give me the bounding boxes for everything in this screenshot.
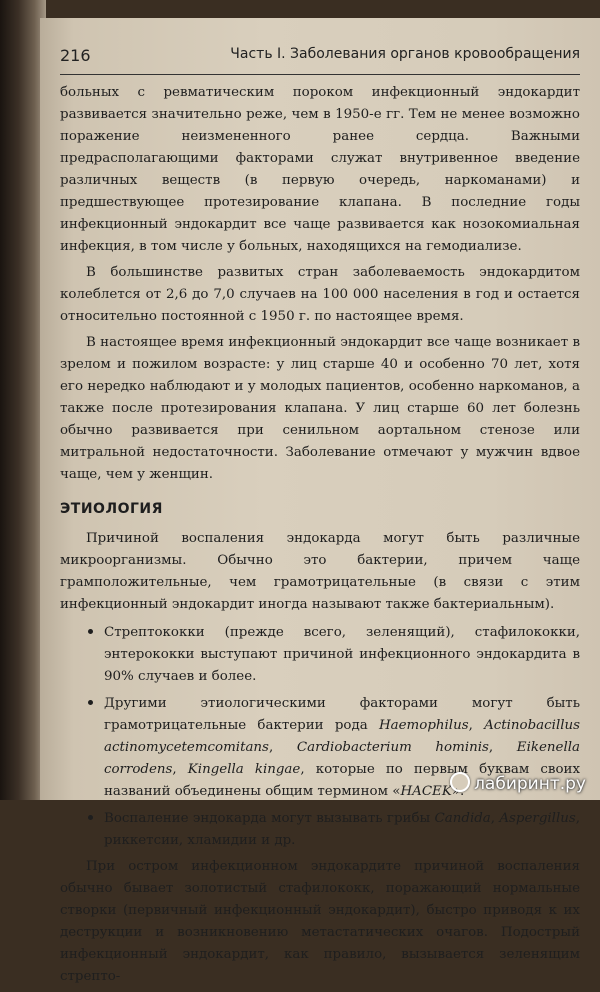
etiology-list [60, 620, 580, 852]
labyrinth-logo-icon [450, 772, 470, 792]
watermark-text: лабиринт.ру [474, 774, 586, 794]
running-title: Часть I. Заболевания органов кровообращения [230, 46, 580, 62]
section-title-etiology: ЭТИОЛОГИЯ [60, 501, 163, 517]
list-item-text: Стрептококки (прежде всего, зеленящий), стафилококки, энтерококки выступают причиной инфекционного эндокардита в 90% случаев и более. [104, 625, 580, 684]
paragraph-intro-3: В настоящее время инфекционный эндокардит все чаще возникает в зрелом и пожилом возрасте: у лиц старше 40 и особенно 70 лет, хотя его нередко наблюдают и у молодых пациентов, особенно наркоманов, а также после протезирования клапана. У лиц старше 60 лет болезнь обычно развивается при сенильном аортальном стенозе или митральной недостаточности. Заболевание отмечают у мужчин вдвое чаще, чем у женщин. [60, 335, 580, 482]
genus-name: Candida [434, 811, 491, 826]
genus-name: Cardiobacterium hominis [296, 740, 489, 755]
list-item [104, 620, 580, 688]
header-rule [60, 74, 580, 75]
separator: , [488, 740, 517, 755]
separator: , [268, 740, 297, 755]
watermark [450, 772, 586, 794]
separator: , [172, 762, 188, 777]
genus-name: Kingella kingae [187, 762, 301, 777]
list-item-text: Воспаление эндокарда могут вызывать грибы [104, 811, 435, 826]
list-item-text: Другими этиологическими факторами могут быть грамотрицательные бактерии рода [104, 696, 580, 733]
genus-name: Haemophilus [378, 718, 469, 733]
list-item-text: , риккетсии, хламидии и др. [104, 811, 581, 848]
paragraph-intro-1: больных с ревматическим пороком инфекционный эндокардит развивается значительно реже, чем в 1950-е гг. Тем не менее возможно поражение неизмененного ранее сердца. Важными предрасполагающими факторами служат внутривенное введение различных веществ (в первую очередь, наркоманами) и предшествующее протезирование клапана. В последние годы инфекционный эндокардит все чаще развивается как нозокомиальная инфекция, в том числе у больных, находящихся на гемодиализе. [60, 85, 580, 254]
list-item-text: ». [451, 784, 465, 799]
genus-name: Aspergillus [499, 811, 576, 826]
separator: , [490, 811, 500, 826]
page-header [60, 42, 580, 68]
list-item [104, 806, 580, 852]
paragraph-final: При остром инфекционном эндокардите причиной воспаления обычно бывает золотистый стафилококк, поражающий нормальные створки (первичный инфекционный эндокардит), быстро приводя к их деструкции и возникновению метастатических очагов. Подострый инфекционный эндокардит, как правило, вызывается зеленящим стрепто- [60, 859, 580, 984]
page-body [60, 82, 580, 992]
book-page [40, 18, 600, 984]
genus-name: Actinobacillus actinomycetemcomitans [104, 718, 581, 755]
genus-name: Eikenella corrodens [104, 740, 580, 777]
paragraph-intro-2: В большинстве развитых стран заболеваемость эндокардитом колеблется от 2,6 до 7,0 случаев на 100 000 населения в год и остается относительно постоянной с 1950 г. по настоящее время. [60, 265, 580, 324]
separator: , [468, 718, 485, 733]
paragraph-etiology-intro: Причиной воспаления эндокарда могут быть различные микроорганизмы. Обычно это бактерии, причем чаще грамположительные, чем грамотрицательные (в связи с этим инфекционный эндокардит иногда называют также бактериальным). [60, 531, 580, 612]
page-number: 216 [60, 46, 91, 65]
hacek-term: HACEK [400, 784, 452, 799]
list-item-text: , которые по первым буквам своих названий объединены общим термином « [104, 762, 580, 799]
